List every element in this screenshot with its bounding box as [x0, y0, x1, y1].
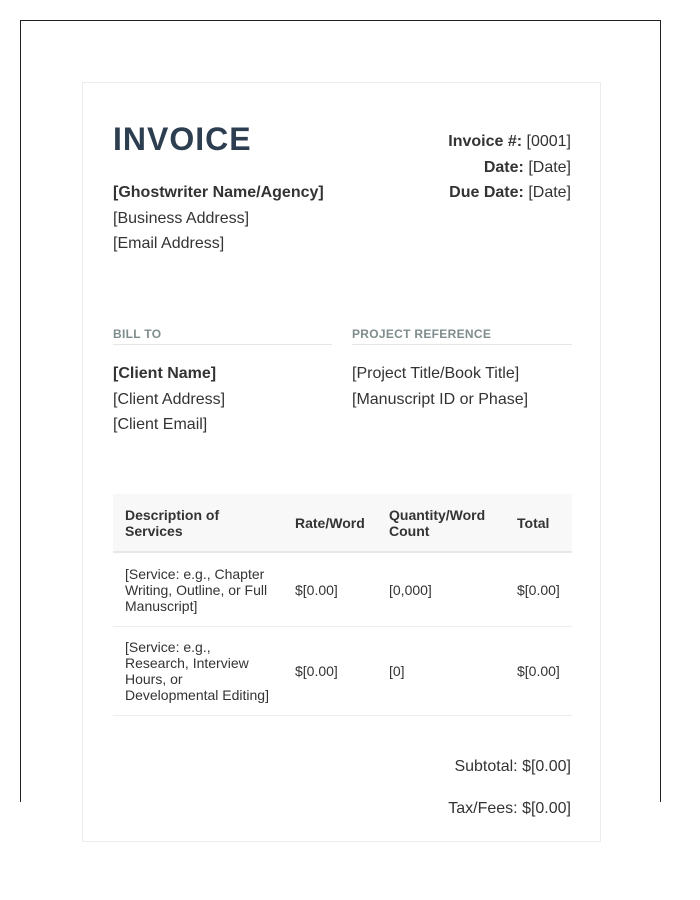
table-header-row [113, 494, 572, 552]
service-total: $[0.00] [505, 627, 572, 716]
sender-address: [Business Address] [113, 210, 250, 227]
service-rate: $[0.00] [283, 552, 377, 627]
service-quantity: [0,000] [377, 552, 505, 627]
project-reference-heading: PROJECT REFERENCE [352, 327, 572, 345]
table-row [113, 627, 572, 716]
sender-email: [Email Address] [113, 235, 225, 252]
invoice-number-value: [0001] [526, 133, 571, 150]
client-name: [Client Name] [113, 365, 217, 382]
subtotal-label: Subtotal: [454, 758, 518, 775]
tax-fees-label: Tax/Fees: [448, 800, 518, 817]
manuscript-id: [Manuscript ID or Phase] [352, 391, 529, 408]
service-description: [Service: e.g., Research, Interview Hours, or Developmental Editing] [113, 627, 283, 716]
service-rate: $[0.00] [283, 627, 377, 716]
invoice-title: INVOICE [113, 121, 252, 157]
client-address: [Client Address] [113, 391, 226, 408]
invoice-date [484, 159, 571, 177]
tax-fees-value: $[0.00] [522, 800, 571, 817]
subtotal-value: $[0.00] [522, 758, 571, 775]
service-description: [Service: e.g., Chapter Writing, Outline, or Full Manuscript] [113, 552, 283, 627]
invoice-number [448, 133, 571, 151]
due-date-label: Due Date: [449, 184, 524, 201]
col-total-header: Total [505, 494, 572, 552]
subtotal-line [454, 758, 571, 776]
project-title: [Project Title/Book Title] [352, 365, 520, 382]
client-email: [Client Email] [113, 416, 208, 433]
bill-to-heading: BILL TO [113, 327, 332, 345]
invoice-due-date [449, 184, 571, 202]
col-quantity-header: Quantity/Word Count [377, 494, 505, 552]
invoice-date-value: [Date] [528, 159, 571, 176]
service-quantity: [0] [377, 627, 505, 716]
page-frame [20, 20, 661, 817]
sender-name: [Ghostwriter Name/Agency] [113, 184, 324, 201]
col-description-header: Description of Services [113, 494, 283, 552]
invoice-number-label: Invoice #: [448, 133, 523, 150]
services-table [113, 494, 572, 716]
invoice-date-label: Date: [483, 159, 524, 176]
col-rate-header: Rate/Word [283, 494, 377, 552]
due-date-value: [Date] [528, 184, 571, 201]
tax-fees-line [448, 800, 571, 818]
service-total: $[0.00] [505, 552, 572, 627]
invoice-sheet [82, 82, 601, 842]
table-row [113, 552, 572, 627]
